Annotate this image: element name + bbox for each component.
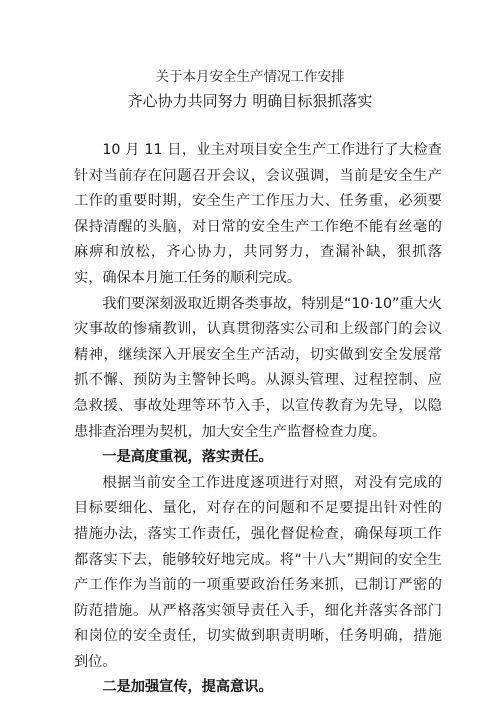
section-heading-responsibility: 一是高度重视，落实责任。 bbox=[102, 449, 273, 466]
paragraph-responsibility: 根据当前安全工作进度逐项进行对照，对没有完成的目标要细化、量化，对存在的问题和不足要提出针对性的措施办法，落实工作责任，强化督促检查，确保每项工作都落实下去，能够较好地完成。将“十八大”期间的安全生产工作作为当前的一项重要政治任务来抓，已制订严密的防范措施。从严格落实领导责任入手，细化并落实各部门和岗位的安全责任，切实做到职责明晰，任务明确，措施到位。 bbox=[74, 474, 442, 670]
paragraph-lessons: 我们要深刻汲取近期各类事故，特别是“10·10”重大火灾事故的惨痛教训，认真贯彻落实公司和上级部门的会议精神，继续深入开展安全生产活动，切实做到安全发展常抓不懈、预防为主警钟长鸣。从源头管理、过程控制、应急救援、事故处理等环节入手，以宣传教育为先导，以隐患排查治理为契机，加大安全生产监督检查力度。 bbox=[74, 295, 442, 440]
paragraph-inspection: 10 月 11 日，业主对项目安全生产工作进行了大检查针对当前存在问题召开会议，会议强调，当前是安全生产工作的重要时期，安全生产工作压力大、任务重，必须要保持清醒的头脑，对日常的安全生产工作绝不能有丝毫的麻痹和放松，齐心协力，共同努力，查漏补缺，狠抓落实，确保本月施工任务的顺利完成。 bbox=[74, 142, 442, 286]
section-heading-awareness: 二是加强宣传，提高意识。 bbox=[102, 679, 273, 696]
document-title: 关于本月安全生产情况工作安排 bbox=[155, 69, 345, 85]
document-subtitle: 齐心协力共同努力 明确目标狠抓落实 bbox=[127, 92, 373, 110]
document-body bbox=[74, 138, 442, 701]
